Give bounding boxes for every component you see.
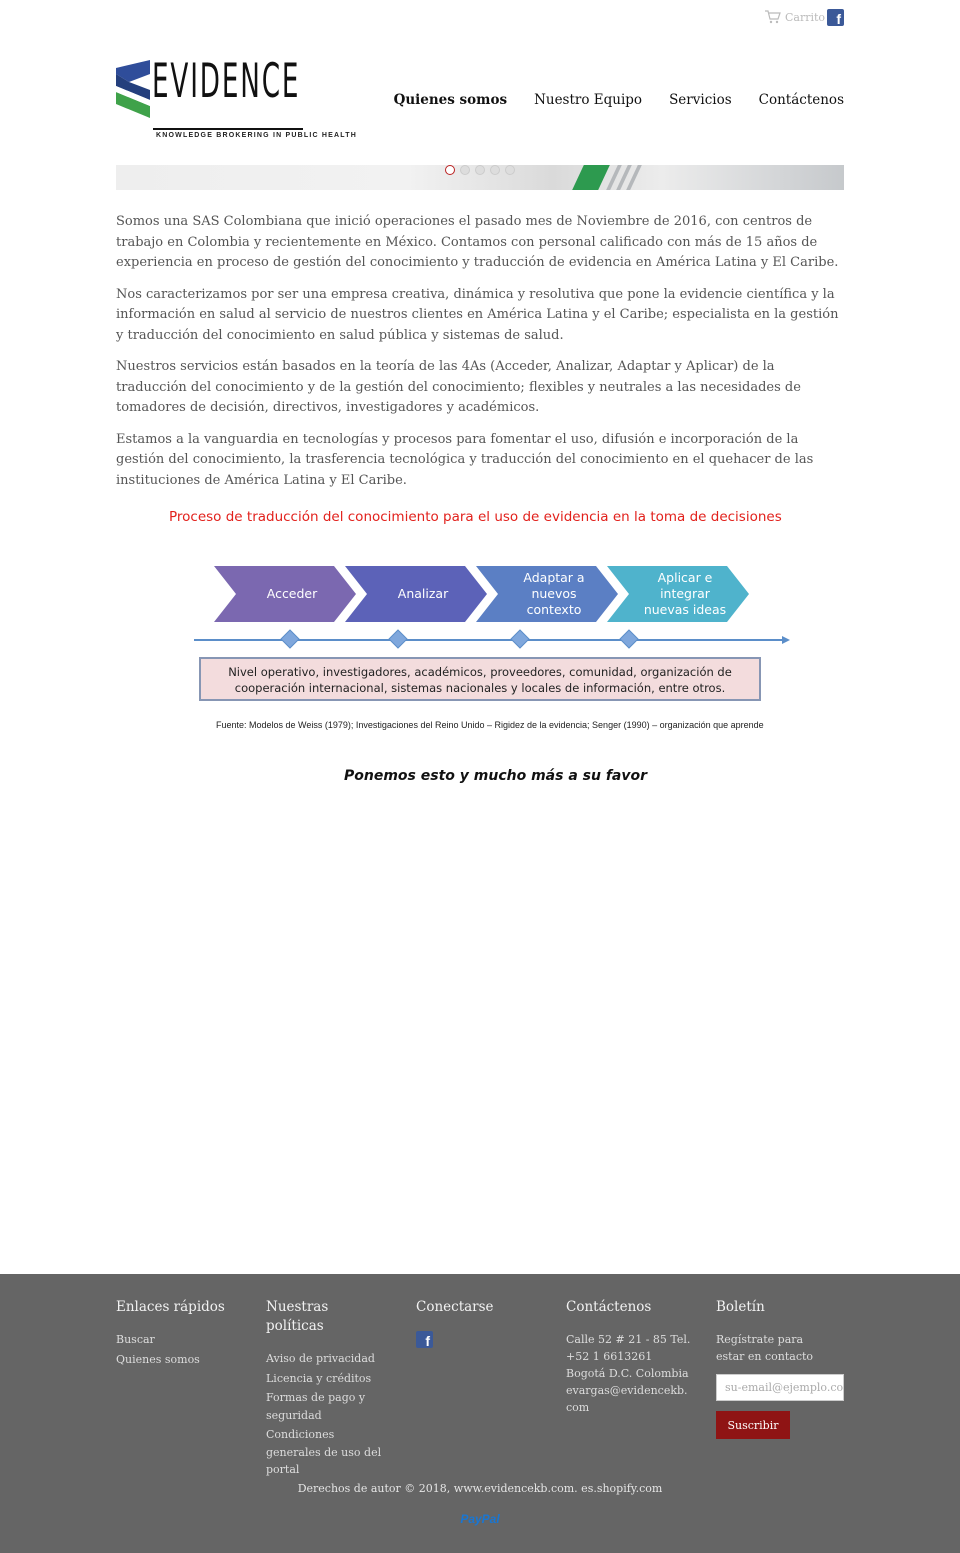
logo-mark-icon: [116, 60, 150, 120]
facebook-icon[interactable]: f: [416, 1331, 433, 1348]
footer-contact-title: Contáctenos: [566, 1299, 652, 1315]
footer-newsletter: [716, 1298, 844, 1439]
logo-divider: [153, 128, 303, 130]
about-paragraph: Nuestros servicios están basados en la teoría de las 4As (Acceder, Analizar, Adaptar y Aplicar) de la traducción del conocimiento y de la gestión del conocimiento; flexibles y neutrales a las necesidades de tomadores de decisión, directivos, investigadores y académicos.: [116, 359, 801, 415]
about-paragraph: Nos caracterizamos por ser una empresa creativa, dinámica y resolutiva que pone la evidencie científica y la información en salud al servicio de nuestros clientes en América Latina y el Caribe; especialista en la gestión y traducción del conocimiento en salud pública y sistemas de salud.: [116, 286, 839, 343]
main-nav: [394, 92, 844, 108]
nav-item-nuestro-equipo[interactable]: Nuestro Equipo: [534, 92, 643, 108]
logo-wordmark: EVIDENCE: [152, 54, 301, 109]
about-paragraph: Somos una SAS Colombiana que inició operaciones el pasado mes de Noviembre de 2016, con centros de trabajo en Colombia y recientemente en México. Contamos con personal calificado con más de 15 años de experiencia en proceso de gestión del conocimiento y traducción de evidencia en América Latina y El Caribe.: [116, 214, 839, 270]
footer-quick-links-title: Enlaces rápidos: [116, 1299, 225, 1315]
copyright: Derechos de autor © 2018, www.evidencekb.com. es.shopify.com: [297, 1482, 663, 1495]
process-step-label: Adaptar a nuevos contexto: [523, 570, 585, 617]
about-paragraph: Estamos a la vanguardia en tecnologías y procesos para fomentar el uso, difusión e incorporación de la gestión del conocimiento, la trasferencia tecnológica y traducción del conocimiento en el quehacer de las instituciones de América Latina y El Caribe.: [116, 431, 814, 488]
diagram-audience-box: [199, 657, 761, 701]
footer-policies: [266, 1298, 396, 1481]
footer-link[interactable]: Quienes somos: [116, 1352, 200, 1366]
footer-contact-text: Calle 52 # 21 - 85 Tel. +52 1 6613261 Bogotá D.C. Colombia evargas@evidencekb.com: [566, 1333, 691, 1414]
footer-quick-links: [116, 1298, 256, 1370]
timeline-marker: [389, 630, 407, 648]
site-logo[interactable]: [116, 54, 357, 142]
process-step-label: Analizar: [397, 586, 449, 601]
slider-dots: [445, 165, 515, 175]
nav-item-quienes-somos[interactable]: Quienes somos: [393, 92, 508, 108]
slider-dot[interactable]: [460, 165, 470, 175]
cart-icon[interactable]: [765, 10, 781, 24]
logo-tagline: KNOWLEDGE BROKERING IN PUBLIC HEALTH: [156, 132, 357, 139]
cart-link[interactable]: Carrito: [785, 11, 826, 24]
footer-newsletter-text: Regístrate para estar en contacto: [716, 1333, 814, 1363]
footer-link[interactable]: Condiciones generales de uso del portal: [266, 1428, 382, 1476]
slider-dot[interactable]: [445, 165, 455, 175]
timeline-marker: [511, 630, 529, 648]
nav-item-contctenos[interactable]: Contáctenos: [758, 92, 844, 108]
footer-connect: [416, 1298, 556, 1348]
slider-dot[interactable]: [505, 165, 515, 175]
footer-newsletter-title: Boletín: [716, 1299, 765, 1315]
slider-stripe: [572, 165, 610, 190]
process-step-label: Aplicar e integrar nuevas ideas: [643, 570, 727, 617]
about-content: [116, 212, 844, 502]
process-diagram: [164, 502, 796, 792]
diagram-audience-text: Nivel operativo, investigadores, académicos, proveedores, comunidad, organización de cooperación internacional, sistemas nacionales y locales de información, entre otros.: [228, 665, 732, 695]
footer-policies-title: Nuestras políticas: [266, 1299, 329, 1334]
footer-link[interactable]: Buscar: [116, 1333, 155, 1346]
paypal-icon: PayPal: [460, 1512, 500, 1526]
site-footer: [0, 1274, 960, 1553]
slider-dot[interactable]: [475, 165, 485, 175]
slider-dot[interactable]: [490, 165, 500, 175]
footer-link[interactable]: Aviso de privacidad: [266, 1352, 375, 1365]
timeline-marker: [620, 630, 638, 648]
footer-link[interactable]: Licencia y créditos: [266, 1371, 372, 1385]
diagram-source: Fuente: Modelos de Weiss (1979); Investigaciones del Reino Unido – Rigidez de la evidencia; Senger (1990) – organización que aprende: [216, 720, 764, 730]
timeline-marker: [281, 630, 299, 648]
footer-contact: [566, 1298, 706, 1416]
process-step-label: Acceder: [266, 586, 318, 601]
facebook-icon[interactable]: f: [827, 9, 844, 26]
newsletter-email-input[interactable]: [716, 1374, 844, 1401]
diagram-tagline: Ponemos esto y mucho más a su favor: [344, 768, 648, 784]
subscribe-button[interactable]: Suscribir: [716, 1411, 790, 1439]
timeline-arrowhead: [782, 636, 790, 644]
nav-item-servicios[interactable]: Servicios: [669, 92, 732, 108]
footer-connect-title: Conectarse: [416, 1299, 494, 1315]
diagram-title: Proceso de traducción del conocimiento para el uso de evidencia en la toma de decisiones: [169, 509, 782, 525]
footer-link[interactable]: Formas de pago y seguridad: [266, 1391, 366, 1422]
topbar: [765, 8, 844, 28]
